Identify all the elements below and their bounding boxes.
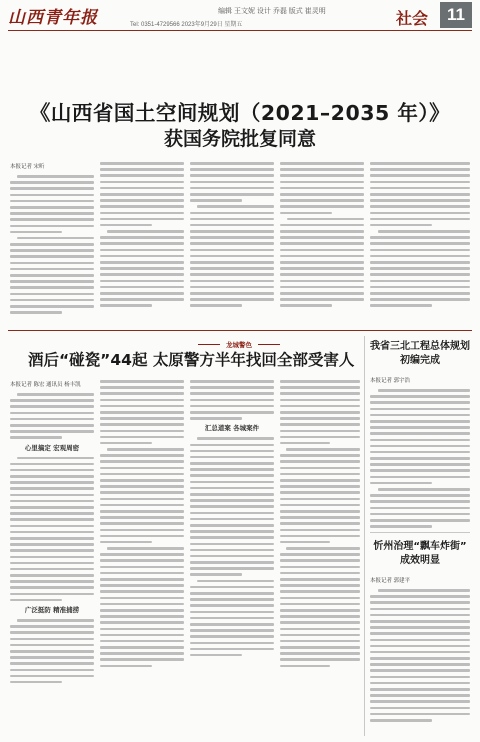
headline-column-2 (100, 162, 184, 311)
newspaper-logo: 山西青年报 (8, 8, 98, 28)
story3-byline: 本报记者 郭宇浩 (370, 378, 411, 384)
story2-subhead-1: 心里搞定 宏观周密 (24, 443, 80, 452)
main-headline: 《山西省国土空间规划（2021–2035 年）》 (29, 101, 451, 125)
story2-column-2 (100, 380, 184, 671)
story4-byline: 本报记者 郭建平 (370, 578, 411, 584)
masthead (8, 2, 472, 31)
story4-body (370, 576, 470, 725)
contact-date: Tel: 0351-4729566 2023年9月29日 星期五 (130, 22, 243, 28)
headline-column-1 (10, 162, 94, 317)
section-name: 社会 (396, 11, 429, 28)
headline-column-5 (370, 162, 470, 311)
story3-headline-line2: 初编完成 (400, 355, 440, 366)
story3-headline-line1: 我省三北工程总体规划 (370, 341, 470, 352)
story2-column-4 (280, 380, 360, 671)
story2-subhead-2: 汇总道案 各城案件 (204, 424, 260, 433)
sidebar-divider (364, 336, 365, 736)
story2-column-3 (190, 380, 274, 660)
story2-headline: 酒后“碰瓷”44起 太原警方半年找回全部受害人 (28, 351, 355, 369)
sidebar-story-divider (370, 532, 470, 533)
section-divider (8, 330, 472, 331)
headline-column-3 (190, 162, 274, 311)
page-number: 11 (440, 2, 472, 28)
story4-headline-line2: 成效明显 (400, 555, 440, 566)
story2-byline: 本报记者 陈宏 通讯员 杨丰凯 (10, 382, 81, 388)
story4-headline-line1: 忻州治理“飘车炸街” (373, 541, 467, 552)
headline-byline: 本报记者 宋昕 (10, 164, 45, 170)
column-badge: 龙城警色 (190, 334, 288, 356)
story2-subhead-3: 广泛挺防 精准捕捞 (24, 606, 80, 614)
main-subheadline: 获国务院批复同意 (163, 128, 316, 150)
story3-body (370, 376, 470, 531)
story2-column-1 (10, 380, 94, 687)
headline-column-4 (280, 162, 364, 311)
edition-credits: 编辑 王文妮 设计 乔磊 版式 崔灵明 (218, 8, 326, 15)
